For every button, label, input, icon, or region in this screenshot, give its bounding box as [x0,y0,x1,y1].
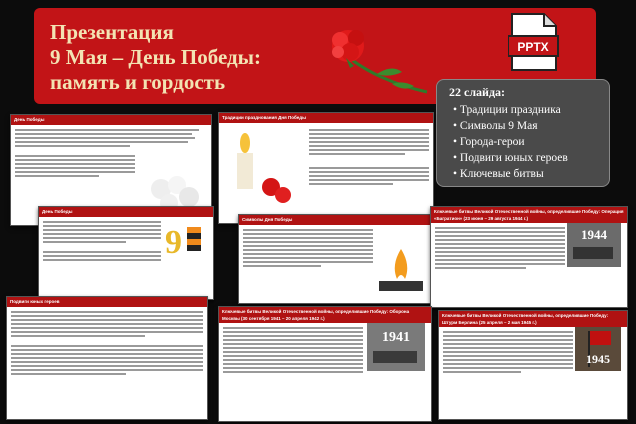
slides-info-box [436,79,610,187]
title-line-1: Презентация [50,20,174,44]
topic-item: • Ключевые битвы [453,166,609,182]
topic-item: • Символы 9 Мая [453,118,609,134]
year-badge: 1944 [581,227,607,242]
topics-list [437,102,609,182]
slide-header: Ключевые битвы Великой Отечественной войны, определившие Победу: Операция «Багратион» (23 июня – 29 августа 1944 г.) [431,207,627,223]
slide-count: 22 слайда: [449,85,506,99]
slide-header: День Победы [39,207,213,217]
slide-header: Ключевые битвы Великой Отечественной войны, определившие Победу: Штурм Берлина (25 апреля – 2 мая 1945 г.) [439,311,627,327]
carnation-icon [322,22,432,102]
victory-9-icon [161,219,205,259]
slide-header: День Победы [11,115,211,125]
pptx-label: PPTX [517,40,549,54]
carnation-icon [259,173,295,209]
slide-thumbnail[interactable] [38,206,214,300]
topic-item: • Традиции праздника [453,102,609,118]
topic-item: • Подвиги юных героев [453,150,609,166]
slide-thumbnail[interactable] [218,112,434,224]
eternal-flame-icon [379,245,423,291]
slide-header: Подвиги юных героев [7,297,207,307]
pptx-file-icon[interactable] [508,12,560,72]
battle-1941-image [367,323,425,371]
flag-1945-image [575,327,621,371]
slide-thumbnail[interactable] [430,206,628,308]
topic-item: • Города-герои [453,134,609,150]
title-line-2: 9 Мая – День Победы: [50,45,262,69]
year-badge: 1945 [586,352,610,366]
slide-header: Ключевые битвы Великой Отечественной войны, определившие Победу: Оборона Москвы (30 сентября 1941 – 20 апреля 1942 г.) [219,307,431,323]
slide-thumbnail[interactable] [6,296,208,420]
slide-thumbnail[interactable] [218,306,432,422]
year-badge: 1941 [382,330,410,345]
tank-1944-image [567,223,621,267]
presentation-title [50,20,310,95]
slide-thumbnail[interactable] [238,214,432,304]
slide-header: Традиции празднования Дня Победы [219,113,433,123]
slide-header: Символы Дня Победы [239,215,431,225]
slide-thumbnail[interactable] [438,310,628,420]
svg-text:9: 9 [165,224,182,259]
title-line-3: память и гордость [50,70,226,94]
